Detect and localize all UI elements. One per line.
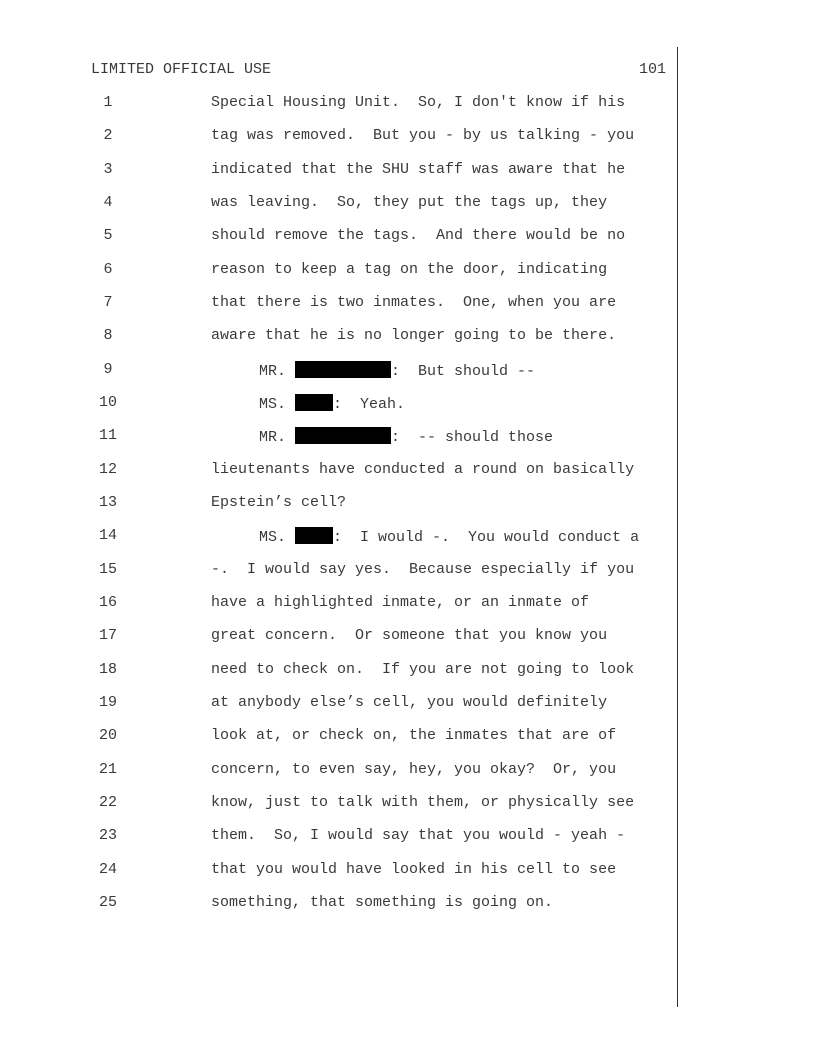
line-text: something, that something is going on. [211, 894, 554, 911]
line-text: Epstein’s cell? [211, 494, 347, 511]
redaction-block [295, 527, 333, 544]
line-text: have a highlighted inmate, or an inmate of [211, 594, 590, 611]
line-number: 16 [98, 594, 117, 611]
line-number: 15 [98, 561, 117, 578]
line-text: -. I would say yes. Because especially if you [211, 561, 635, 578]
line-number: 12 [98, 461, 117, 478]
speaker-line [259, 427, 553, 446]
line-number: 18 [98, 661, 117, 678]
speaker-title: MR. [259, 429, 296, 446]
transcript-line [0, 394, 816, 416]
transcript-line [0, 461, 816, 483]
speaker-title: MR. [259, 363, 296, 380]
line-number: 17 [98, 627, 117, 644]
transcript-line [0, 427, 816, 449]
line-number: 7 [103, 294, 113, 311]
line-text: look at, or check on, the inmates that are of [211, 727, 617, 744]
transcript-line [0, 894, 816, 916]
line-number: 2 [103, 127, 113, 144]
speaker-title: MS. [259, 396, 296, 413]
line-text: that you would have looked in his cell to see [211, 861, 617, 878]
line-number: 21 [98, 761, 117, 778]
redaction-block [295, 427, 391, 444]
line-text: indicated that the SHU staff was aware that he [211, 161, 626, 178]
line-number: 4 [103, 194, 113, 211]
line-number: 5 [103, 227, 113, 244]
line-number: 19 [98, 694, 117, 711]
transcript-line [0, 127, 816, 149]
transcript-line [0, 294, 816, 316]
line-text: them. So, I would say that you would - yeah - [211, 827, 626, 844]
line-number: 24 [98, 861, 117, 878]
line-number: 1 [103, 94, 113, 111]
transcript-line [0, 594, 816, 616]
transcript-line [0, 361, 816, 383]
line-number: 9 [103, 361, 113, 378]
speaker-line [259, 527, 639, 546]
transcript-line [0, 261, 816, 283]
transcript-line [0, 194, 816, 216]
transcript-line [0, 827, 816, 849]
line-number: 6 [103, 261, 113, 278]
transcript-line [0, 561, 816, 583]
transcript-line [0, 694, 816, 716]
line-text: need to check on. If you are not going to look [211, 661, 635, 678]
transcript-line [0, 761, 816, 783]
transcript-line [0, 94, 816, 116]
transcript-line [0, 627, 816, 649]
line-text: : But should -- [391, 363, 536, 380]
line-number: 23 [98, 827, 117, 844]
line-number: 11 [98, 427, 117, 444]
transcript-line [0, 494, 816, 516]
transcript-line [0, 227, 816, 249]
speaker-line [259, 394, 405, 413]
line-text: great concern. Or someone that you know you [211, 627, 608, 644]
transcript-line [0, 861, 816, 883]
line-text: that there is two inmates. One, when you are [211, 294, 617, 311]
classification-header: LIMITED OFFICIAL USE [91, 61, 272, 78]
transcript-line [0, 794, 816, 816]
page-number: 101 [638, 61, 666, 78]
line-number: 22 [98, 794, 117, 811]
line-text: aware that he is no longer going to be there. [211, 327, 617, 344]
line-text: know, just to talk with them, or physically see [211, 794, 635, 811]
line-text: : -- should those [391, 429, 554, 446]
line-text: reason to keep a tag on the door, indicating [211, 261, 608, 278]
transcript-line [0, 527, 816, 549]
line-number: 14 [98, 527, 117, 544]
line-number: 10 [98, 394, 117, 411]
transcript-line [0, 161, 816, 183]
transcript-line [0, 327, 816, 349]
line-text: concern, to even say, hey, you okay? Or, you [211, 761, 617, 778]
line-text: : Yeah. [333, 396, 406, 413]
line-text: was leaving. So, they put the tags up, they [211, 194, 608, 211]
line-number: 25 [98, 894, 117, 911]
transcript-line [0, 727, 816, 749]
redaction-block [295, 361, 391, 378]
line-text: should remove the tags. And there would be no [211, 227, 626, 244]
speaker-line [259, 361, 535, 380]
speaker-title: MS. [259, 529, 296, 546]
line-number: 3 [103, 161, 113, 178]
line-number: 8 [103, 327, 113, 344]
redaction-block [295, 394, 333, 411]
line-text: : I would -. You would conduct a [333, 529, 640, 546]
line-text: Special Housing Unit. So, I don't know if his [211, 94, 626, 111]
line-text: at anybody else’s cell, you would definitely [211, 694, 608, 711]
line-text: lieutenants have conducted a round on basically [211, 461, 635, 478]
line-number: 13 [98, 494, 117, 511]
line-number: 20 [98, 727, 117, 744]
line-text: tag was removed. But you - by us talking - you [211, 127, 635, 144]
transcript-line [0, 661, 816, 683]
